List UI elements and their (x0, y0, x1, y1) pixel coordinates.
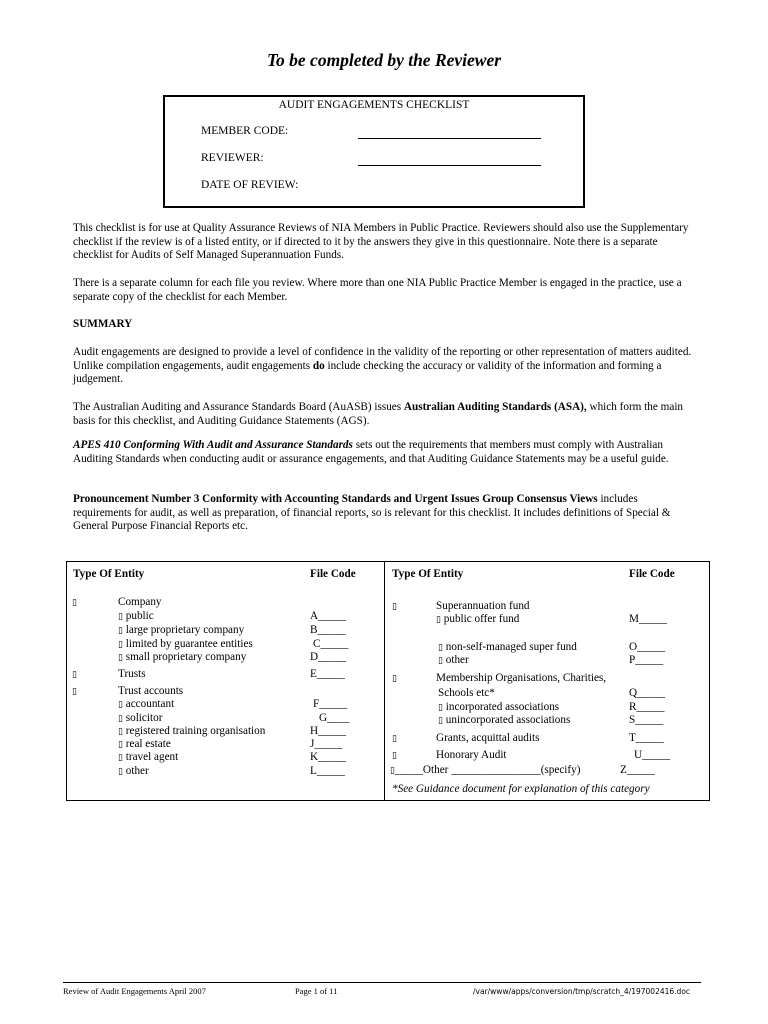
code-c: C_____ (313, 638, 349, 650)
entity-small-proprietary: ▯ small proprietary company (118, 651, 247, 663)
member-code-label: MEMBER CODE: (201, 125, 289, 137)
checkbox-membership-orgs[interactable]: ▯ (392, 674, 397, 684)
checkbox-trust-accounts[interactable]: ▯ (72, 687, 77, 697)
entity-company: Company (118, 596, 162, 608)
entity-large-proprietary: ▯ large proprietary company (118, 624, 245, 636)
checkbox-unincorporated[interactable]: ▯ (438, 716, 443, 726)
right-type-header: Type Of Entity (392, 568, 464, 580)
entity-travel-agent: ▯ travel agent (118, 751, 179, 763)
checkbox-public-offer[interactable]: ▯ (436, 615, 441, 625)
checkbox-travel-agent[interactable]: ▯ (118, 753, 123, 763)
code-m: M_____ (629, 613, 667, 625)
entity-public-offer: ▯ public offer fund (436, 613, 520, 625)
entity-public: ▯ public (118, 610, 154, 622)
code-k: K_____ (310, 751, 347, 763)
checkbox-solicitor[interactable]: ▯ (118, 714, 123, 724)
footer-file-path: /var/www/apps/conversion/tmp/scratch_4/197002416.doc (473, 987, 691, 996)
entity-solicitor: ▯ solicitor (118, 712, 163, 724)
left-code-header: File Code (310, 568, 356, 580)
checkbox-small-proprietary[interactable]: ▯ (118, 653, 123, 663)
summary-heading: SUMMARY (73, 318, 133, 330)
code-l: L_____ (310, 765, 345, 777)
code-b: B_____ (310, 624, 346, 636)
checkbox-trusts[interactable]: ▯ (72, 670, 77, 680)
checkbox-rto[interactable]: ▯ (118, 727, 123, 737)
entity-other-left: ▯ other (118, 765, 149, 777)
entity-accountant: ▯ accountant (118, 698, 175, 710)
checkbox-accountant[interactable]: ▯ (118, 700, 123, 710)
summary-paragraph-1: Audit engagements are designed to provide a level of confidence in the validity of the reporting or other representation of matters audited. Unlike compilation engagements, audit engagements do include checking the accuracy or validity of the information and forming a judgement. (73, 346, 692, 386)
checkbox-other-super[interactable]: ▯ (438, 656, 443, 666)
column-divider (384, 562, 385, 800)
checkbox-super-fund[interactable]: ▯ (392, 602, 397, 612)
code-e: E_____ (310, 668, 345, 680)
entity-grants: Grants, acquittal audits (436, 732, 540, 744)
code-f: F_____ (313, 698, 348, 710)
entity-trusts: Trusts (118, 668, 146, 680)
checklist-header-box (163, 95, 585, 208)
right-code-header: File Code (629, 568, 675, 580)
entity-rto: ▯ registered training organisation (118, 725, 266, 737)
checkbox-limited-guarantee[interactable]: ▯ (118, 640, 123, 650)
checklist-title: AUDIT ENGAGEMENTS CHECKLIST (278, 99, 470, 111)
date-of-review-label: DATE OF REVIEW: (201, 179, 299, 191)
code-o: O_____ (629, 641, 666, 653)
checkbox-large-proprietary[interactable]: ▯ (118, 626, 123, 636)
checkbox-public[interactable]: ▯ (118, 612, 123, 622)
code-g: G____ (319, 712, 350, 724)
footer-document-title: Review of Audit Engagements April 2007 (63, 986, 206, 996)
entity-super-fund: Superannuation fund (436, 600, 530, 612)
code-s: S_____ (629, 714, 664, 726)
entity-other-super: ▯ other (438, 654, 469, 666)
code-q: Q_____ (629, 687, 666, 699)
footer-page-number: Page 1 of 11 (295, 986, 338, 996)
page-heading: To be completed by the Reviewer (266, 50, 502, 70)
guidance-note: *See Guidance document for explanation of this category (392, 783, 650, 795)
intro-paragraph-2: There is a separate column for each file you review. Where more than one NIA Public Practice Member is engaged in the practice, use a separate copy of the checklist for each Member. (73, 277, 682, 303)
checkbox-real-estate[interactable]: ▯ (118, 740, 123, 750)
checkbox-other-specify[interactable]: ▯ (390, 766, 395, 776)
reviewer-label: REVIEWER: (201, 152, 264, 164)
checkbox-company[interactable]: ▯ (72, 598, 77, 608)
member-code-field[interactable] (358, 125, 541, 139)
code-h: H_____ (310, 725, 347, 737)
code-t: T_____ (629, 732, 664, 744)
code-a: A_____ (310, 610, 347, 622)
checkbox-other-left[interactable]: ▯ (118, 767, 123, 777)
summary-paragraph-2: The Australian Auditing and Assurance Standards Board (AuASB) issues Australian Auditing Standards (ASA), which form the main basis for this checklist, and Auditing Guidance Statements (AGS). (73, 401, 684, 427)
checkbox-honorary[interactable]: ▯ (392, 751, 397, 761)
intro-paragraph-1: This checklist is for use at Quality Assurance Reviews of NIA Members in Public Practice. Reviewers should also use the Supplementary checklist if the review is of a listed entity, or if directed to it by the answers they give in this questionnaire. Note there is a separate checklist for Audits of Self Managed Superannuation Funds. (73, 222, 689, 262)
reviewer-field[interactable] (358, 152, 541, 166)
code-p: P_____ (629, 654, 664, 666)
summary-paragraph-3: APES 410 Conforming With Audit and Assurance Standards sets out the requirements that members must comply with Australian Auditing Standards when conducting audit or assurance engagements, and that Auditing Guidance Statements may be a useful guide. (73, 439, 669, 465)
entity-type-table (66, 561, 710, 801)
entity-non-smsf: ▯ non-self-managed super fund (438, 641, 577, 653)
entity-other-specify: ▯_____Other ________________(specify) (390, 764, 581, 776)
checkbox-incorporated[interactable]: ▯ (438, 703, 443, 713)
code-u: U_____ (634, 749, 671, 761)
summary-paragraph-4: Pronouncement Number 3 Conformity with Accounting Standards and Urgent Issues Group Consensus Views includes requirements for audit, as well as preparation, of financial reports, so is relevant for this checklist. It includes definitions of Special & General Purpose Financial Reports etc. (73, 493, 671, 533)
entity-incorporated: ▯ incorporated associations (438, 701, 560, 713)
code-z: Z_____ (620, 764, 655, 776)
checkbox-grants[interactable]: ▯ (392, 734, 397, 744)
entity-trust-accounts: Trust accounts (118, 685, 184, 697)
left-type-header: Type Of Entity (73, 568, 145, 580)
footer-rule (63, 982, 701, 983)
entity-real-estate: ▯ real estate (118, 738, 171, 750)
entity-unincorporated: ▯ unincorporated associations (438, 714, 571, 726)
code-r: R_____ (629, 701, 665, 713)
entity-membership-orgs: Membership Organisations, Charities, (436, 672, 607, 684)
entity-schools: Schools etc* (438, 687, 495, 699)
entity-limited-guarantee: ▯ limited by guarantee entities (118, 638, 253, 650)
checkbox-non-smsf[interactable]: ▯ (438, 643, 443, 653)
code-j: J_____ (310, 738, 343, 750)
code-d: D_____ (310, 651, 347, 663)
entity-honorary: Honorary Audit (436, 749, 507, 761)
